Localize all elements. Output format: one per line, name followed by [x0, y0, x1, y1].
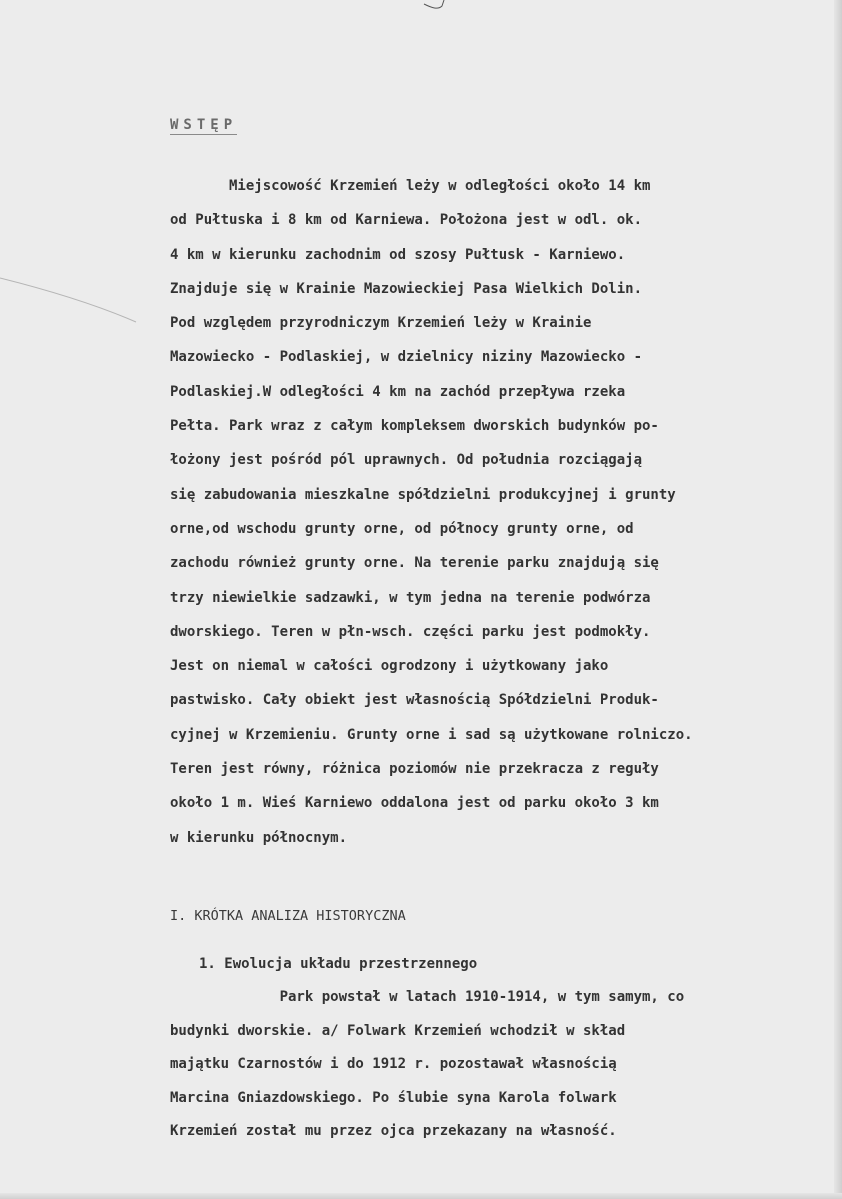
text-line: zachodu również grunty orne. Na terenie parku znajdują się [170, 555, 659, 572]
history-paragraph [170, 981, 810, 1149]
intro-paragraph [170, 169, 810, 855]
page-bottom-shadow [0, 1193, 842, 1199]
text-line: Miejscowość Krzemień leży w odległości około 14 km [170, 178, 651, 194]
text-line: około 1 m. Wieś Karniewo oddalona jest od parku około 3 km [170, 795, 659, 812]
text-line: majątku Czarnostów i do 1912 r. pozostawał własnością [170, 1056, 617, 1072]
text-line: Park powstał w latach 1910-1914, w tym samym, co [170, 989, 685, 1005]
page-heading: WSTĘP [170, 117, 238, 133]
top-pencil-mark [422, 0, 452, 14]
margin-pencil-line [0, 270, 140, 330]
text-line: Jest on niemal w całości ogrodzony i użytkowany jako [170, 658, 609, 675]
subsection-title: 1. Ewolucja układu przestrzennego [199, 956, 478, 972]
text-line: trzy niewielkie sadzawki, w tym jedna na terenie podwórza [170, 589, 651, 606]
text-line: pastwisko. Cały obiekt jest własnością Spółdzielni Produk- [170, 692, 659, 709]
page-edge-shadow [834, 0, 842, 1199]
text-line: Pod względem przyrodniczym Krzemień leży w Krainie [170, 315, 592, 332]
section-title: I. KRÓTKA ANALIZA HISTORYCZNA [170, 908, 406, 924]
text-line: Podlaskiej.W odległości 4 km na zachód przepływa rzeka [170, 383, 626, 400]
text-line: łożony jest pośród pól uprawnych. Od południa rozciągają [170, 452, 643, 469]
text-line: cyjnej w Krzemieniu. Grunty orne i sad są użytkowane rolniczo. [170, 726, 693, 743]
text-line: Krzemień został mu przez ojca przekazany na własność. [170, 1123, 617, 1139]
text-line: się zabudowania mieszkalne spółdzielni produkcyjnej i grunty [170, 486, 676, 503]
text-line: Znajduje się w Krainie Mazowieckiej Pasa Wielkich Dolin. [170, 280, 643, 297]
text-line: budynki dworskie. a/ Folwark Krzemień wchodził w skład [170, 1022, 626, 1039]
text-line: w kierunku północnym. [170, 829, 348, 846]
text-line: Marcina Gniazdowskiego. Po ślubie syna Karola folwark [170, 1089, 617, 1106]
text-line: od Pułtuska i 8 km od Karniewa. Położona jest w odl. ok. [170, 212, 643, 229]
text-line: dworskiego. Teren w płn-wsch. części parku jest podmokły. [170, 623, 651, 640]
text-line: Mazowiecko - Podlaskiej, w dzielnicy niziny Mazowiecko - [170, 349, 643, 366]
text-line: Pełta. Park wraz z całym kompleksem dworskich budynków po- [170, 418, 659, 435]
text-line: Teren jest równy, różnica poziomów nie przekracza z reguły [170, 761, 659, 778]
text-line: orne,od wschodu grunty orne, od północy grunty orne, od [170, 520, 634, 537]
text-line: 4 km w kierunku zachodnim od szosy Pułtusk - Karniewo. [170, 246, 626, 263]
